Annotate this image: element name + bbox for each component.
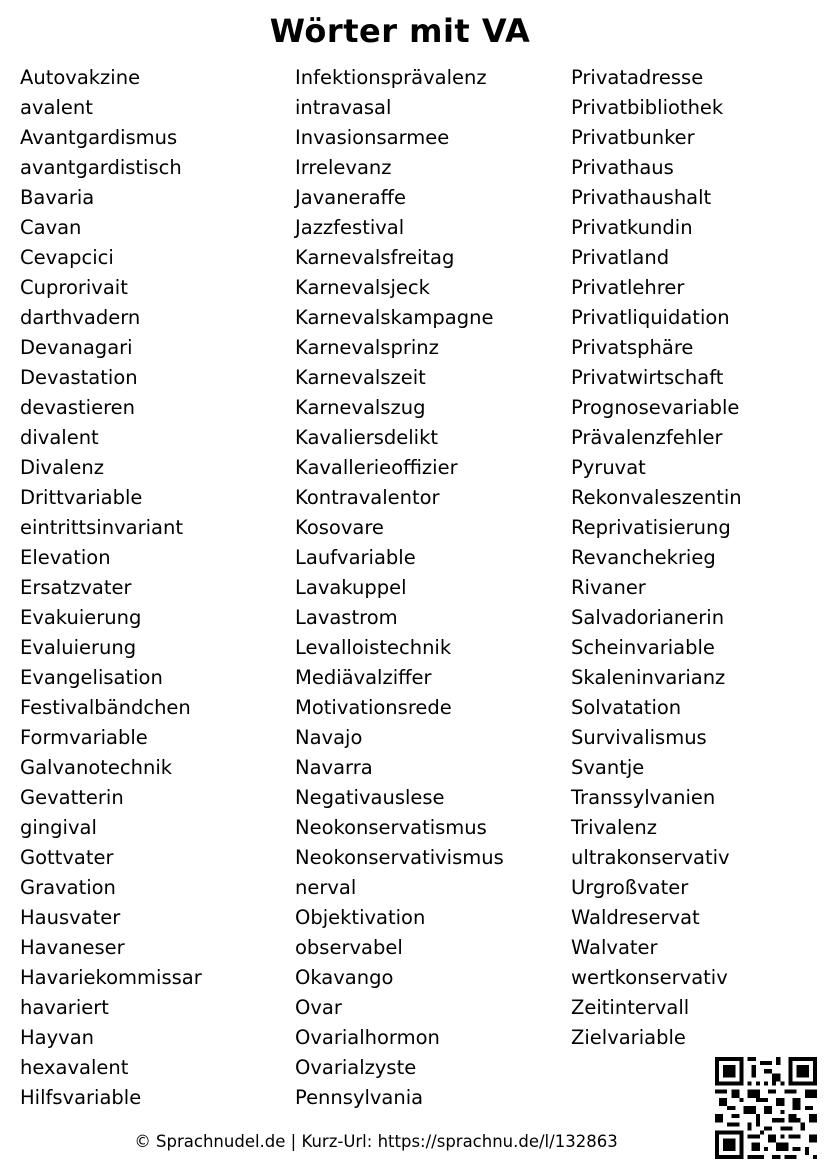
word-item: Survivalismus [571, 726, 707, 749]
word-item: Kosovare [295, 516, 384, 539]
word-item: Evangelisation [20, 666, 163, 689]
word-item: gingival [20, 816, 97, 839]
word-item: Svantje [571, 756, 645, 779]
word-item: Kavallerieoffizier [295, 456, 458, 479]
word-item: Evakuierung [20, 606, 142, 629]
word-item: nerval [295, 876, 357, 899]
word-item: darthvadern [20, 306, 141, 329]
word-item: Privathaus [571, 156, 674, 179]
word-column-3 [571, 63, 742, 1053]
word-item: Trivalenz [571, 816, 657, 839]
word-item: Devastation [20, 366, 138, 389]
word-item: Formvariable [20, 726, 148, 749]
word-item: Transsylvanien [571, 786, 716, 809]
word-item: Kontravalentor [295, 486, 440, 509]
word-item: Negativauslese [295, 786, 445, 809]
word-item: Objektivation [295, 906, 426, 929]
word-item: Kavaliersdelikt [295, 426, 439, 449]
page-title: Wörter mit VA [269, 12, 531, 50]
word-column-2 [295, 63, 504, 1113]
word-item: Privatsphäre [571, 336, 694, 359]
word-item: observabel [295, 936, 403, 959]
word-item: Cavan [20, 216, 82, 239]
word-item: Karnevalsfreitag [295, 246, 455, 269]
word-item: Neokonservativismus [295, 846, 504, 869]
footer-credit: © Sprachnudel.de | Kurz-Url: https://sprachnu.de/l/132863 [134, 1132, 618, 1151]
word-item: Privathaushalt [571, 186, 712, 209]
word-item: Rivaner [571, 576, 646, 599]
word-item: Revanchekrieg [571, 546, 716, 569]
word-item: Privatbunker [571, 126, 695, 149]
word-item: Hilfsvariable [20, 1086, 142, 1109]
word-column-1 [20, 63, 202, 1113]
word-item: Privatbibliothek [571, 96, 724, 119]
word-item: Motivationsrede [295, 696, 452, 719]
word-item: Drittvariable [20, 486, 143, 509]
word-item: Ovarialzyste [295, 1056, 417, 1079]
word-item: Zielvariable [571, 1026, 686, 1049]
word-item: Solvatation [571, 696, 682, 719]
word-item: havariert [20, 996, 109, 1019]
word-item: avalent [20, 96, 93, 119]
word-item: Lavakuppel [295, 576, 407, 599]
word-item: Autovakzine [20, 66, 141, 89]
word-item: Prognosevariable [571, 396, 740, 419]
word-item: Gottvater [20, 846, 114, 869]
word-item: Gevatterin [20, 786, 124, 809]
word-item: Urgroßvater [571, 876, 689, 899]
qr-code-icon [715, 1057, 817, 1159]
word-item: hexavalent [20, 1056, 129, 1079]
word-item: Gravation [20, 876, 116, 899]
word-item: Avantgardismus [20, 126, 178, 149]
word-item: Rekonvaleszentin [571, 486, 742, 509]
word-item: Scheinvariable [571, 636, 715, 659]
word-item: Pennsylvania [295, 1086, 424, 1109]
word-item: Prävalenzfehler [571, 426, 723, 449]
word-item: Havariekommissar [20, 966, 202, 989]
word-item: Havaneser [20, 936, 125, 959]
word-item: Hausvater [20, 906, 121, 929]
word-item: Salvadorianerin [571, 606, 725, 629]
word-item: Mediävalziffer [295, 666, 432, 689]
word-item: Levalloistechnik [295, 636, 452, 659]
word-item: Javaneraffe [295, 186, 406, 209]
word-item: Festivalbändchen [20, 696, 191, 719]
word-item: Ovar [295, 996, 342, 1019]
word-item: Skaleninvarianz [571, 666, 726, 689]
word-item: Privatkundin [571, 216, 693, 239]
word-item: Evaluierung [20, 636, 137, 659]
word-item: Karnevalsjeck [295, 276, 430, 299]
word-item: Navarra [295, 756, 373, 779]
word-item: Karnevalszeit [295, 366, 426, 389]
word-item: Jazzfestival [295, 216, 405, 239]
word-item: Divalenz [20, 456, 104, 479]
word-item: Bavaria [20, 186, 95, 209]
word-item: Irrelevanz [295, 156, 392, 179]
word-item: Devanagari [20, 336, 133, 359]
word-item: Galvanotechnik [20, 756, 173, 779]
word-item: Privatwirtschaft [571, 366, 724, 389]
word-item: eintrittsinvariant [20, 516, 183, 539]
word-item: Infektionsprävalenz [295, 66, 487, 89]
word-item: Privatadresse [571, 66, 704, 89]
word-item: Neokonservatismus [295, 816, 487, 839]
word-item: Karnevalszug [295, 396, 426, 419]
word-item: Karnevalskampagne [295, 306, 494, 329]
word-item: Walvater [571, 936, 658, 959]
word-item: Waldreservat [571, 906, 700, 929]
word-item: intravasal [295, 96, 392, 119]
word-item: Zeitintervall [571, 996, 690, 1019]
word-item: Karnevalsprinz [295, 336, 439, 359]
word-item: Laufvariable [295, 546, 416, 569]
word-item: Privatliquidation [571, 306, 730, 329]
word-item: Okavango [295, 966, 394, 989]
word-item: Reprivatisierung [571, 516, 731, 539]
word-item: divalent [20, 426, 99, 449]
word-item: Cevapcici [20, 246, 114, 269]
word-item: ultrakonservativ [571, 846, 730, 869]
word-item: Privatlehrer [571, 276, 685, 299]
word-item: Lavastrom [295, 606, 398, 629]
word-item: Invasionsarmee [295, 126, 450, 149]
word-item: Cuprorivait [20, 276, 128, 299]
word-item: Ersatzvater [20, 576, 132, 599]
word-item: Elevation [20, 546, 111, 569]
word-item: Navajo [295, 726, 363, 749]
word-item: Privatland [571, 246, 670, 269]
word-item: Hayvan [20, 1026, 95, 1049]
word-item: wertkonservativ [571, 966, 728, 989]
word-item: Ovarialhormon [295, 1026, 440, 1049]
word-item: avantgardistisch [20, 156, 182, 179]
word-item: devastieren [20, 396, 136, 419]
word-item: Pyruvat [571, 456, 646, 479]
